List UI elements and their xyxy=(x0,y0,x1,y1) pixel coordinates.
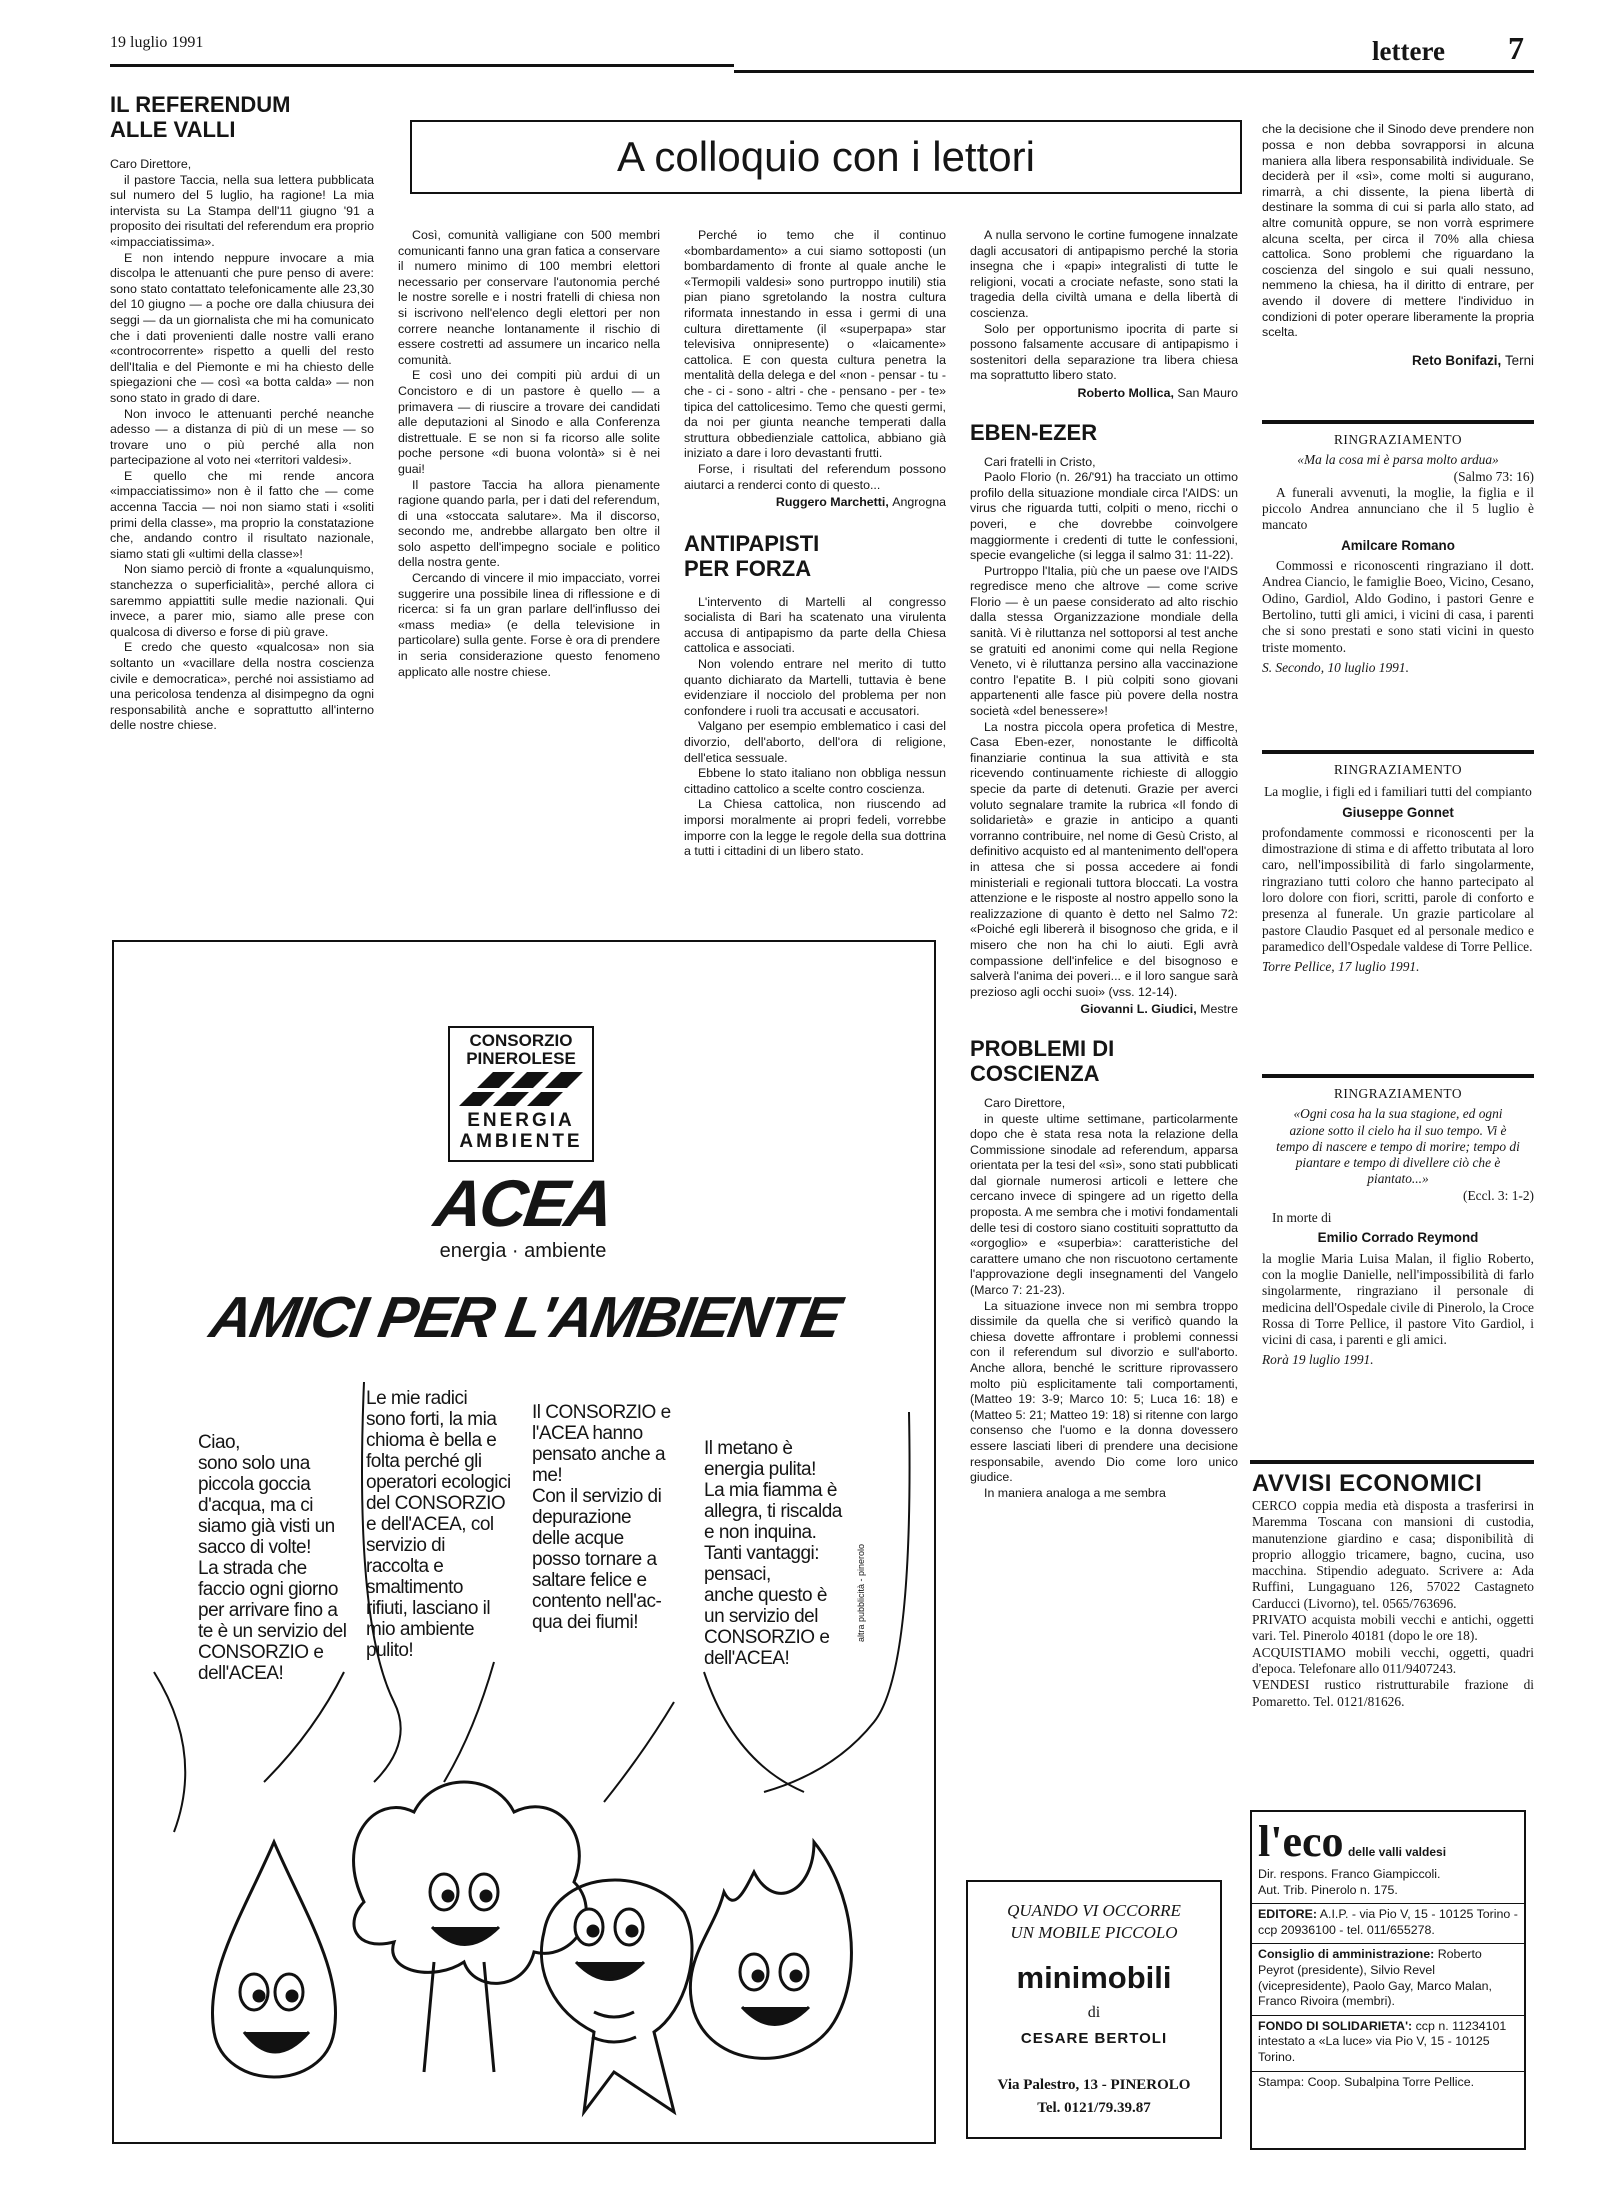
problemi-p2: La situazione invece non mi sembra troppo dissimile da quella che si verificò quando la chiesa dovette affrontare i problemi connessi con il referendum sul divorzio e sull'aborto. Anche allora, benché le scritture riprovassero molto più esplicitamente tali comportamenti, (Matteo 19: 3-9; Marco 10: 5; Luca 16: 18) e (Matteo 5: 21; Matteo 19: 18) si ritenne con largo consenso che l'uomo e la donna dovessero essere lasciati liberi di prendere una decisione responsabile, avendo Dio come loro unico giudice. xyxy=(970,1298,1238,1485)
fish-icon xyxy=(541,1880,692,2112)
eco-fondo: FONDO DI SOLIDARIETA': ccp n. 11234101 intestato a «La luce» via Pio V, 15 - 10125 Torino. xyxy=(1258,2018,1507,2064)
referendum-title-line2: ALLE VALLI xyxy=(110,117,236,142)
ad-illustration xyxy=(114,1372,930,2138)
referendum-col3 xyxy=(684,228,946,860)
ring1-rule xyxy=(1262,420,1534,424)
problemi-title-line2: COSCIENZA xyxy=(970,1060,1100,1086)
avvisi-title: AVVISI ECONOMICI xyxy=(1252,1470,1483,1497)
ring3-head: RINGRAZIAMENTO xyxy=(1333,1086,1462,1101)
problemi-p4: che la decisione che il Sinodo deve prendere non possa e non debba sovrapporsi in alcuna maniera alla libera responsabilità individuale. Se deciderà per il «sì», come molti si augurano, rimarrà, a chi dissente, la piena libertà di destinare la somma di cui si parla allo stato, ad altre comunità oppure, se non vorrà esprimere alcuna scelta, per circa il 70% alla chiesa cattolica. Sono problemi che riguardano la coscienza del singolo e sui quali nessuno, nemmeno la chiesa, ha il diritto di entrare, per avendo il dovere di mettere l'individuo in condizioni di poter operare liberamente la propria scelta. xyxy=(1262,122,1534,340)
antipapisti-title-line2: PER FORZA xyxy=(684,555,812,581)
consorzio-line2: PINEROLESE xyxy=(466,1049,576,1068)
minimobili-ad xyxy=(966,1880,1222,2139)
problemi-title-line1: PROBLEMI DI xyxy=(970,1035,1115,1061)
ebenezer-p3: La nostra piccola opera profetica di Mestre, Casa Eben-ezer, nonostante le difficoltà finanziarie continua la sua attività e sta ricevendo continuamente richieste di alloggio specie da parte di detenuti. Grazie per averci voluto segnalare tramite la rubrica «Il fondo di solidarietà» e grazie in anticipo a quanti vorranno contribuire, nel nome di Gesù Cristo, al definitivo acquisto ed al mantenimento dell'opera in attesa che si possa accedere ai fondi ministeriali e regionali tuttora bloccati. La vostra attenzione e le risposte al nostro appello sono la realizzazione di quanto è detto nel Salmo 72: «Poiché egli libererà il bisognoso che grida, e il misero che non ha chi lo aiuti. Egli avrà compassione dell'infelice e del bisognoso e salverà l'anima dei poveri... e il loro sangue sarà prezioso agli occhi suoi» (vss. 12-14). xyxy=(970,719,1238,999)
ring2-name: Giuseppe Gonnet xyxy=(1342,804,1454,820)
referendum-p12: Forse, i risultati del referendum possono aiutarci a renderci conto di questo... xyxy=(684,461,946,492)
ebenezer-p1: Paolo Florio (n. 26/'91) ha tracciato un ottimo profilo della situazione mondiale circa l'AIDS: un virus che riguarda tutti, colpiti o meno, ricchi o poveri, e che dovrebbe coinvolgere maggiormente i credenti di tutte le confessioni, specie evangeliche (si legga il salmo 31: 11-22). xyxy=(970,470,1238,563)
referendum-p6: E credo che questo «qualcosa» non sia soltanto un «vacillare della nostra coscienza civile e democratica», perché noi assistiamo ad una pericolosa tendenza al disimpegno da ogni responsabilità anche e soprattutto all'interno delle nostre chiese. xyxy=(110,640,374,733)
ad-side-credit: altra pubblicità - pinerolo xyxy=(856,1543,866,1642)
problemi-title xyxy=(970,1036,1238,1086)
ring1-ref: (Salmo 73: 16) xyxy=(1453,468,1534,484)
referendum-p8: E così uno dei compiti più ardui di un Concistoro e di un pastore è quello — a primavera — di riuscire a trovare dei candidati alle deputazioni al Sinodo e alla Conferenza distrettuale. E se non si fa ricorso alle solite poche persone «di buona volontà» si è nei guai! xyxy=(398,368,660,476)
antipapisti-signature: Roberto Mollica, San Mauro xyxy=(1077,385,1238,400)
referendum-p11: Perché io temo che il continuo «bombardamento» a cui siamo sottoposti (un bombardamento di fronte al quale anche le «Termopili valdesi» sono purtroppo inutili) stia pian piano sgretolando la nostra cultura riformata innestando in essa i germi di una cultura direttamente (il «superpapa» star televisiva onnipresente) o «laicamente» cattolica. E con questa cultura penetra la mentalità della delega e del «non - pensar - tu - che - ci - sono - altri - che - pensano - per - te» tipica del cattolicesimo. Temo che questi germi, da noi per giunta neanche temperati dalla struttura obbedienziale cattolica, abbiano già iniziato a dare i loro devastanti frutti. xyxy=(684,228,946,461)
antipapisti-title-line1: ANTIPAPISTI xyxy=(684,530,820,556)
antipapisti-p3: Valgano per esempio emblematico i casi del divorzio, dell'aborto, dell'ora di religione, dell'etica sessuale. xyxy=(684,719,946,765)
problemi-greeting: Caro Direttore, xyxy=(984,1095,1066,1110)
ring2-rule xyxy=(1262,750,1534,754)
antipapisti-title xyxy=(684,531,946,581)
avviso-cerco: CERCO coppia media età disposta a trasferirsi in Maremma Toscana con mansioni di custodia, manutenzione giardino e casa; disponibilità di proprio alloggio tricamere, bagno, cucina, uso macchina. Stipendio adeguato. Scrivere a: Ada Ruffini, Lungaguano 126, 57022 Castagneto Carducci (Livorno), tel. 0565/763696. xyxy=(1252,1498,1534,1611)
minimobili-line1: QUANDO VI OCCORRE xyxy=(1007,1901,1181,1920)
eco-editore: EDITORE: A.I.P. - via Pio V, 15 - 10125 Torino - ccp 20936100 - tel. 011/655278. xyxy=(1258,1907,1518,1937)
bubble-tree: Le mie radici sono forti, la mia chioma è bella e folta perché gli operatori ecologici del CONSORZIO e dell'ACEA, col servizio di raccolta e smaltimento rifiuti, lasciano il mio ambiente pulito! xyxy=(366,1388,511,1661)
referendum-p9: Il pastore Taccia ha allora pienamente ragione quando parla, per i dati del referendum, di una «stoccata salutare». Ma il discorso, secondo me, andrebbe allargato ben oltre il solo aspetto dell'impegno sociale e politico della nostra gente. xyxy=(398,477,660,570)
problemi-p1: in queste ultime settimane, particolarmente dopo che è stata resa nota la relazione della Commissione sinodale ad referendum, apparsa orientata per la tesi del «sì», sono stati pubblicati dal giornale numerosi articoli e lettere che cercano invece di spingere ad un rigetto della proposta. A me sembra che i motivi fondamentali delle tesi di costoro siano costituiti soprattutto da «orgoglio» e «superbia»: caratteristiche del carattere umano che non riscuotono certamente l'approvazione degli insegnamenti del Vangelo (Marco 7: 21-23). xyxy=(970,1111,1238,1298)
header-section: lettere xyxy=(1372,36,1445,66)
ring3-ref: (Eccl. 3: 1-2) xyxy=(1462,1187,1534,1203)
ring2-place: Torre Pellice, 17 luglio 1991. xyxy=(1262,959,1420,975)
avvisi xyxy=(1252,1470,1534,1710)
minimobili-line2: UN MOBILE PICCOLO xyxy=(1010,1923,1178,1942)
ring1-name: Amilcare Romano xyxy=(1341,537,1455,553)
referendum-signature: Ruggero Marchetti, Angrogna xyxy=(775,495,946,510)
referendum-p3: Non invoco le attenuanti perché neanche adesso — a distanza di più di un mese — so trovare uno o più perché alla non partecipazione al voto nei «territori valdesi». xyxy=(110,406,374,468)
minimobili-di: di xyxy=(1087,2004,1101,2021)
avvisi-rule xyxy=(1250,1460,1534,1464)
ring2-body: profondamente commossi e riconoscenti per la dimostrazione di stima e di affetto tributata al loro caro, nell'impossibilità di farlo singolarmente, ringraziano tutti coloro che hanno partecipato al loro dolore con fiori, scritti, parole di conforto e presenza al funerale. Un grazie particolare al pastore Claudio Pasquet ed al personale medico e paramedico dell'Ospedale valdese di Torre Pellice. xyxy=(1262,824,1534,954)
eco-director: Dir. respons. Franco Giampiccoli. xyxy=(1258,1867,1441,1881)
acea-subtitle: energia · ambiente xyxy=(439,1240,607,1262)
ring2 xyxy=(1262,762,1534,976)
antipapisti-p4: Ebbene lo stato italiano non obbliga nessun cittadino cattolico a scelte contro coscienza. xyxy=(684,766,946,796)
ring3-intro: In morte di xyxy=(1272,1210,1332,1226)
avviso-acquistiamo: ACQUISTIAMO mobili vecchi, oggetti, quadri d'epoca. Telefonare allo 011/9407243. xyxy=(1252,1644,1534,1676)
ring1-intro: A funerali avvenuti, la moglie, la figlia e il piccolo Andrea annunciano che il 5 luglio è mancato xyxy=(1262,484,1534,533)
consorzio-emblem-icon xyxy=(453,1068,589,1110)
header-rule-right xyxy=(734,70,1534,73)
antipapisti-p6: A nulla servono le cortine fumogene innalzate dagli accusatori di antipapismo perché la storia insegna che i «papi» integralisti di tutte le religioni, vocati a crociate nefaste, sono stati la tragedia della civiltà umana e della libertà di coscienza. xyxy=(970,228,1238,320)
consorzio-logo xyxy=(448,1026,594,1162)
banner-box xyxy=(410,120,1242,194)
water-drop-icon xyxy=(212,1842,335,2077)
ring3 xyxy=(1262,1086,1534,1369)
antipapisti-p2: Non volendo entrare nel merito di tutto quanto dichiarato da Martelli, tuttavia è bene evidenziare il nocciolo del problema per non confondere i ruoli tra accusati e accusatori. xyxy=(684,657,946,718)
ring2-intro: La moglie, i figli ed i familiari tutti del compianto xyxy=(1264,784,1532,800)
avviso-privato: PRIVATO acquista mobili vecchi e antichi, oggetti vari. Tel. Pinerolo 40181 (dopo le ore 18). xyxy=(1252,1612,1534,1644)
minimobili-phone: Tel. 0121/79.39.87 xyxy=(1037,2100,1151,2116)
ring3-quote: «Ogni cosa ha la sua stagione, ed ogni azione sotto il cielo ha il suo tempo. Vi è tempo di nascere e tempo di morire; tempo di piantare e tempo di divellere ciò che è piantato...» xyxy=(1276,1106,1520,1187)
referendum-p2: E non intendo neppure invocare a mia discolpa le attenuanti che pure penso di avere: sono stato contattato telefonicamente alle 23,30 del 10 giugno — a poche ore dalla chiusura dei seggi — da un giornalista che mi ha comunicato che i dati provenienti dalle nostre valli erano «controcorrente» rispetto a quelli del resto dell'Italia e del Piemonte e mi ha chiesto delle spiegazioni che — così «a botta calda» — non sono stato in grado di dare. xyxy=(110,250,374,405)
ebenezer-signature: Giovanni L. Giudici, Mestre xyxy=(1080,1002,1238,1017)
ad-slogan: AMICI PER L'AMBIENTE xyxy=(205,1285,845,1350)
ring1-head: RINGRAZIAMENTO xyxy=(1333,432,1462,447)
bubble-fish: Il CONSORZIO e l'ACEA hanno pensato anche a me! Con il servizio di depurazione delle acque posso tornare a saltare felice e contento nell'ac- qua dei fiumi! xyxy=(532,1402,671,1633)
avviso-vendesi: VENDESI rustico ristrutturabile frazione di Pomaretto. Tel. 0121/81626. xyxy=(1252,1677,1534,1709)
referendum-title-line1: IL REFERENDUM xyxy=(110,92,291,117)
eco-box xyxy=(1250,1810,1526,2150)
minimobili-owner: CESARE BERTOLI xyxy=(1020,2030,1168,2047)
antipapisti-p5: La Chiesa cattolica, non riuscendo ad imporsi moralmente ai propri fedeli, vorrebbe imporre con la legge le regole della sua dottrina a tutti i cittadini di un libero stato. xyxy=(684,797,946,859)
referendum-p7: Così, comunità valligiane con 500 membri comunicanti fanno una gran fatica a conservare il numero minimo di 100 membri elettori necessario per conservare l'autonomia perché le nostre sorelle e i nostri fratelli di chiesa non si iscrivono nell'elenco degli elettori per non correre neanche lontanamente il rischio di essere costretti ad assumere un incarico nella comunità. xyxy=(398,228,660,367)
referendum-col2 xyxy=(398,228,660,680)
antipapisti-p1: L'intervento di Martelli al congresso socialista di Bari ha scatenato una virulenta accusa di antipapismo da parte della Chiesa cattolica e associati. xyxy=(684,594,946,656)
header-date: 19 luglio 1991 xyxy=(110,34,204,51)
tree-icon xyxy=(354,1782,587,2072)
referendum-greeting: Caro Direttore, xyxy=(110,157,192,171)
ad-box xyxy=(112,940,936,2144)
ring1-body: Commossi e riconoscenti ringraziano il dott. Andrea Ciancio, le famiglie Boeo, Vicino, Cesano, Odino, Gardiol, Aldo Godino, i pastori Genre e Bertolino, tutti gli amici, i vicini di casa, i parenti che si sono prestati e sono stati vicini in questo triste momento. xyxy=(1262,558,1534,655)
referendum-p4: E quello che mi rende ancora «impacciatissimo» non è il fatto che — come accenna Taccia — noi non siamo stati i «soliti primi della classe», ma proprio la constatazione che, andando contro il risultato nazionale, siamo stati gli «ultimi della classe»! xyxy=(110,468,374,561)
header-page-number: 7 xyxy=(1508,30,1524,66)
ebenezer-greeting: Cari fratelli in Cristo, xyxy=(984,454,1096,469)
consorzio-line1: CONSORZIO xyxy=(469,1031,573,1050)
eco-authorization: Aut. Trib. Pinerolo n. 175. xyxy=(1258,1882,1398,1897)
ring3-rule xyxy=(1262,1074,1534,1078)
referendum-p5: Non siamo perciò di fronte a «qualunquismo, stanchezza o superficialità», perché allora ci saremmo appiattiti sulle medie nazionali. Qui invece, a parer mio, siamo alle prese con qualcosa di diverso e forse di più grave. xyxy=(110,562,374,639)
referendum-col1 xyxy=(110,157,374,734)
eco-subtitle: delle valli valdesi xyxy=(1347,1845,1447,1859)
problemi-p3: In maniera analoga a me sembra xyxy=(984,1485,1166,1500)
ring3-place: Rorà 19 luglio 1991. xyxy=(1262,1352,1374,1368)
ring3-body: la moglie Maria Luisa Malan, il figlio Roberto, con la moglie Danielle, nell'impossibilità di farlo singolarmente, ringraziano il personale di medicina dell'Ospedale civile di Pinerolo, la Croce Rossa di Torre Pellice, il pastore Vito Gardiol, i vicini di casa, i parenti e gli amici. xyxy=(1262,1250,1534,1348)
bubble-flame: Il metano è energia pulita! La mia fiamma è allegra, ti riscalda e non inquina. Tanti vantaggi: pensaci, anche questo è un servizio del CONSORZIO e dell'ACEA! xyxy=(704,1438,842,1669)
ebenezer-title: EBEN-EZER xyxy=(970,419,1098,445)
ring2-head: RINGRAZIAMENTO xyxy=(1333,762,1462,777)
ring1-quote: «Ma la cosa mi è parsa molto ardua» xyxy=(1297,452,1499,468)
referendum-p1: il pastore Taccia, nella sua lettera pubblicata sul numero del 5 luglio, ha ragione! La mia intervista su La Stampa dell'11 giugno '91 a proposito dei risultati del referendum era proprio «impacciatissima». xyxy=(110,172,374,249)
acea-logo: ACEA xyxy=(430,1166,616,1240)
eco-logo: l'eco xyxy=(1258,1817,1344,1866)
bubble-water: Ciao, sono solo una piccola goccia d'acqua, ma ci siamo già visti un sacco di volte! La strada che faccio ogni giorno per arrivare fino a te è un servizio del CONSORZIO e dell'ACEA! xyxy=(198,1432,347,1684)
consorzio-ambiente: AMBIENTE xyxy=(459,1131,583,1152)
header-rule-left xyxy=(110,64,734,67)
referendum-p10: Cercando di vincere il mio impacciato, vorrei suggerire una possibile linea di riflessione e di ricerca: si fa un gran parlare dell'influsso dei «mass media» (e della televisione in particolare) sulla gente. Forse è ora di prendere in seria considerazione questo fenomeno applicato alle nostre chiese. xyxy=(398,571,660,679)
ring1 xyxy=(1262,432,1534,676)
eco-consiglio: Consiglio di amministrazione: Roberto Peyrot (presidente), Silvio Revel (vicepresidente), Paolo Gay, Marco Malan, Franco Rivoira (membri). xyxy=(1258,1947,1492,2009)
col4 xyxy=(970,228,1238,1501)
banner-title: A colloquio con i lettori xyxy=(617,133,1035,180)
minimobili-address: Via Palestro, 13 - PINEROLO xyxy=(997,2077,1191,2093)
col5 xyxy=(1262,110,1534,369)
referendum-title xyxy=(110,92,400,142)
ebenezer-p2: Purtroppo l'Italia, più che un paese ove l'AIDS regredisce meno che altrove — come scrive Florio — è un paese considerato ad alto rischio dalla stessa Organizzazione mondiale della sanità. Vi è riluttanza nel sottoporsi al test anche se gratuiti ed anonimi come qui nella Regione Veneto, vi è riluttanza persino alla vaccinazione contro l'epatite B. I più colpiti sono giovani appartenenti alle fasce più povere della nostra società «del benessere»! xyxy=(970,563,1238,719)
eco-stampa: Stampa: Coop. Subalpina Torre Pellice. xyxy=(1258,2074,1475,2089)
minimobili-brand: minimobili xyxy=(1016,1960,1172,1995)
antipapisti-p7: Solo per opportunismo ipocrita di parte si possono falsamente accusare di antipapismo i sostenitori della separazione tra libera chiesa ma soprattutto libero stato. xyxy=(970,321,1238,383)
ring1-place: S. Secondo, 10 luglio 1991. xyxy=(1262,659,1409,675)
ring3-name: Emilio Corrado Reymond xyxy=(1317,1230,1479,1246)
problemi-signature: Reto Bonifazi, Terni xyxy=(1411,353,1534,369)
flame-icon xyxy=(690,1842,851,2058)
consorzio-energia: ENERGIA xyxy=(467,1110,575,1131)
